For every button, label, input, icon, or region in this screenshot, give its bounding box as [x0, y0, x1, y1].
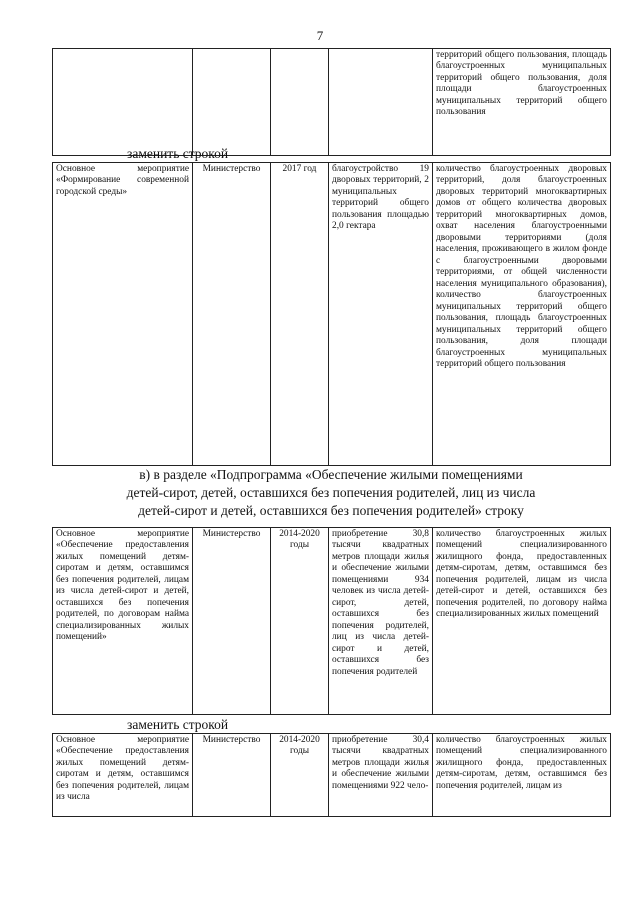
cell-indicators: территорий общего пользования, площадь благоустроенных муниципальных территорий общего пользования, доля площади благоустроенных муниципальных территорий общего пользования: [433, 49, 611, 156]
paragraph-line: в) в разделе «Подпрограмма «Обеспечение жилыми помещениями: [139, 467, 523, 482]
paragraph-line: детей-сирот, детей, оставшихся без попечения родителей, лиц из числа: [126, 484, 536, 500]
instruction-replace-row: заменить строкой: [127, 146, 229, 161]
cell-result: приобретение 30,4 тысячи квадратных метров площади жилья и обеспечение жилыми помещениями 922 чело-: [329, 734, 433, 817]
table-row: [53, 734, 611, 817]
cell-indicators: количество благоустроенных жилых помещений специализированного жилищного фонда, предоставленных детям-сиротам, детям, оставшимся без попечения родителей, лицам из числа детей-сирот и детей, оставшихся без попечения родителей, по договору найма специализированных жилых помещений: [433, 528, 611, 715]
table-row: [53, 49, 611, 156]
table-replacement-2: [52, 733, 611, 817]
cell-executor: Министерство: [193, 734, 271, 817]
cell-indicators: количество благоустроенных дворовых территорий, доля благоустроенных дворовых территорий многоквартирных домов от общего количества дворовых территорий многоквартирных домов, охват населения благоустроенными дворовыми территориями (доля населения, проживающего в жилом фонде с благоустроенными дворовыми территориями, от общей численности населения муниципального образования), количество благоустроенных муниципальных территорий общего пользования, площадь благоустроенных муниципальных территорий общего пользования, доля площади благоустроенных муниципальных территорий общего пользования: [433, 163, 611, 466]
cell-result: [329, 49, 433, 156]
cell-executor: Министерство: [193, 163, 271, 466]
cell-indicators: количество благоустроенных жилых помещений специализированного жилищного фонда, предоставленных детям-сиротам, детям, оставшимся без попечения родителей, лицам из: [433, 734, 611, 817]
cell-period: 2014-2020 годы: [271, 734, 329, 817]
cell-activity: Основное мероприятие «Обеспечение предоставления жилых помещений детям-сиротам и детям, оставшимся без попечения родителей, лицам из числа: [53, 734, 193, 817]
cell-activity: Основное мероприятие «Формирование современной городской среды»: [53, 163, 193, 466]
paragraph-v: [52, 466, 610, 519]
cell-executor: [193, 49, 271, 156]
table-row: [53, 528, 611, 715]
table-row: [53, 163, 611, 466]
cell-result: благоустройство 19 дворовых территорий, 2 муниципальных территорий общего пользования площадью 2,0 гектара: [329, 163, 433, 466]
table-continuation: [52, 48, 611, 156]
cell-period: [271, 49, 329, 156]
cell-period: 2017 год: [271, 163, 329, 466]
instruction-replace-row-2: заменить строкой: [127, 717, 229, 732]
page-number: 7: [316, 28, 324, 43]
paragraph-line: детей-сирот и детей, оставшихся без попечения родителей» строку: [138, 502, 524, 518]
table-replacement-1: [52, 162, 611, 466]
cell-activity: Основное мероприятие «Обеспечение предоставления жилых помещений детям-сиротам и детям, оставшимся без попечения родителей, лицам из числа детей-сирот и детей, оставшихся без попечения родителей, по договорам найма специализированных жилых помещений»: [53, 528, 193, 715]
cell-activity: [53, 49, 193, 156]
cell-period: 2014-2020 годы: [271, 528, 329, 715]
cell-result: приобретение 30,8 тысячи квадратных метров площади жилья и обеспечение жилыми помещениями 934 человек из числа детей-сирот, детей, оставшихся без попечения родителей, лиц из числа детей-сирот и детей, оставшихся без попечения родителей: [329, 528, 433, 715]
cell-executor: Министерство: [193, 528, 271, 715]
table-original-row: [52, 527, 611, 715]
